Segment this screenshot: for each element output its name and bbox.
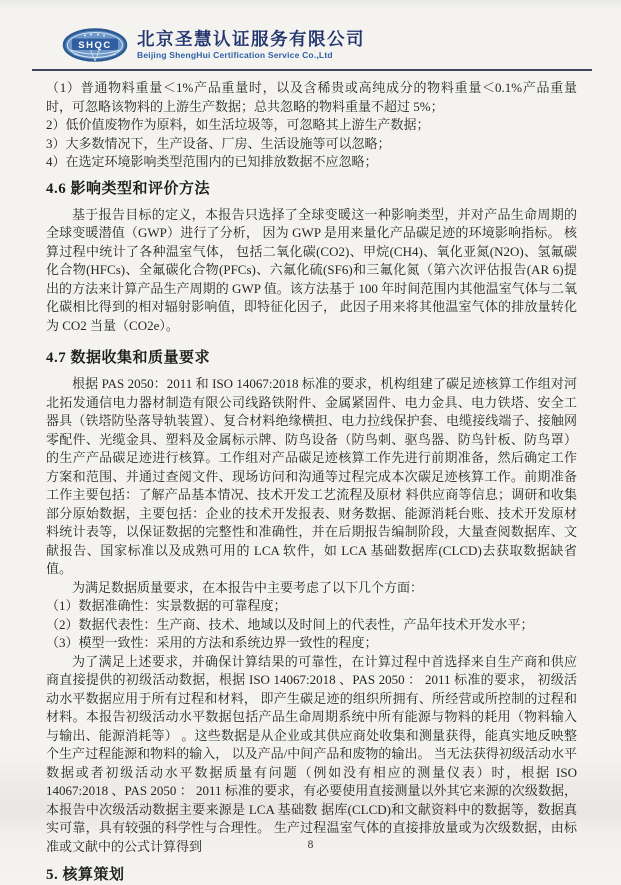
company-name-en: Beijing ShengHui Certification Service Co.,Ltd <box>137 49 333 60</box>
quality-aspect-2: （2）数据代表性：生产商、技术、地域以及时间上的代表性，产品年技术开发水平； <box>46 616 534 632</box>
shqc-globe-logo-icon <box>62 27 128 63</box>
letterhead <box>0 0 621 64</box>
document-body <box>0 71 621 885</box>
quality-aspect-3: （3）模型一致性：采用的方法和系统边界一致性的程度； <box>46 635 378 650</box>
company-name-cn: 北京圣慧认证服务有限公司 <box>137 29 365 49</box>
logo-abbr-text: SHQC <box>78 40 112 51</box>
ignore-rule-2: 2）低价值废物作为原料，如生活垃圾等，可忽略其上游生产数据； <box>46 117 430 132</box>
company-names <box>137 31 365 59</box>
section-4-7-paragraph-1: 根据 PAS 2050：2011 和 ISO 14067:2018 标准的要求，机构组建了碳足迹核算工作组对河北拓发通信电力器材制造有限公司线路铁附件、金属紧固件、电力金具、电力铁塔、安全工器具（铁塔防坠落导轨装置）、复合材料绝缘横担、电力拉线保护套、电缆接线端子、接触网零配件、光缆金具、塑料及金属标示牌、防鸟设备（防鸟刺、驱鸟器、防鸟针板、防鸟罩）的生产产品碳足迹进行核算。工作组对产品碳足迹核算工作先进行前期准备，然后确定工作方案和范围、并通过查阅文件、现场访问和沟通等过程完成本次碳足迹核算工作。前期准备工作主要包括：了解产品基本情况、技术开发工艺流程及原材 料供应商等信息；调研和收集部分原始数据，主要包括：企业的技术开发报表、财务数据、能源消耗台账、技术开发原材料统计表等，以保证数据的完整性和准确性，并在后期报告编制阶段，大量查阅数据库、文献报告、国家标准以及成熟可用的 LCA 软件，如 LCA 基础数据库(CLCD)去获取数据缺省值。 <box>46 376 577 576</box>
section-4-6-paragraph: 基于报告目标的定义，本报告只选择了全球变暖这一种影响类型，并对产品生命周期的全球变暖潜值（GWP）进行了分析， 因为 GWP 是用来量化产品碳足迹的环境影响指标。 核算过程中统计了各种温室气体， 包括二氧化碳(CO2)、甲烷(CH4)、氧化亚氮(N2O)、氢氟碳化合物(HFCs)、全氟碳化合物(PFCs)、六氟化硫(SF6)和三氟化氮（第六次评估报告(AR 6)提出的方法来计算产品生产周期的 GWP 值。该方法基于 100 年时间范围内其他温室气体与二氧化碳相比得到的相对辐射影响值，即特征化因子， 此因子用来将其他温室气体的排放量转化为 CO2 当量（CO2e）。 <box>46 206 577 333</box>
page-number: 8 <box>307 839 314 851</box>
section-4-7-paragraph-2: 为满足数据质量要求，在本报告中主要考虑了以下几个方面： <box>72 579 424 595</box>
section-heading-5: 5. 核算策划 <box>46 867 125 883</box>
section-heading-4-6: 4.6 影响类型和评价方法 <box>46 180 211 197</box>
ignore-rule-4: 4）在选定环境影响类型范围内的已知排放数据不应忽略； <box>46 154 378 169</box>
ignore-rule-1: （1）普通物料重量＜1%产品重量时，以及含稀贵或高纯成分的物料重量＜0.1%产品重量时，可忽略该物料的上游生产数据；总共忽略的物料重量不超过 5%； <box>46 80 577 114</box>
section-4-7-paragraph-3: 为了满足上述要求，并确保计算结果的可靠性，在计算过程中首选择来自生产商和供应商直接提供的初级活动数据，根据 ISO 14067:2018 、PAS 2050 ： 2011 标准的要求， 初级活动水平数据应用于所有过程和材料， 即产生碳足迹的组织所拥有、所经营或所控制的过程和材料。本报告初级活动水平数据包括产品生命周期系统中所有能源与物料的耗用（物料输入与输出、能源消耗等） 。这些数据是从企业或其供应商处收集和测量获得，能真实地反映整个生产过程能源和物料的输入， 以及产品/中间产品和废物的输出。 当无法获得初级活动水平数据或者初级活动水平数据质量有问题（例如没有相应的测量仪表）时，根据 ISO 14067:2018 、PAS 2050 ： 2011 标准的要求，有必要使用直接测量以外其它来源的次级数据，本报告中次级活动数据主要来源是 LCA 基础数 据库(CLCD)和文献资料中的数据等，数据真实可靠，具有较强的科学性与合理性。 生产过程温室气体的直接排放量或为次级数据，由标准或文献中的公式计算得到 <box>46 653 577 854</box>
section-heading-4-7: 4.7 数据收集和质量要求 <box>46 350 211 366</box>
ignore-rule-3: 3）大多数情况下，生产设备、厂房、生活设施等可以忽略； <box>46 135 391 151</box>
quality-aspect-1: （1）数据准确性：实景数据的可靠程度； <box>46 598 287 613</box>
